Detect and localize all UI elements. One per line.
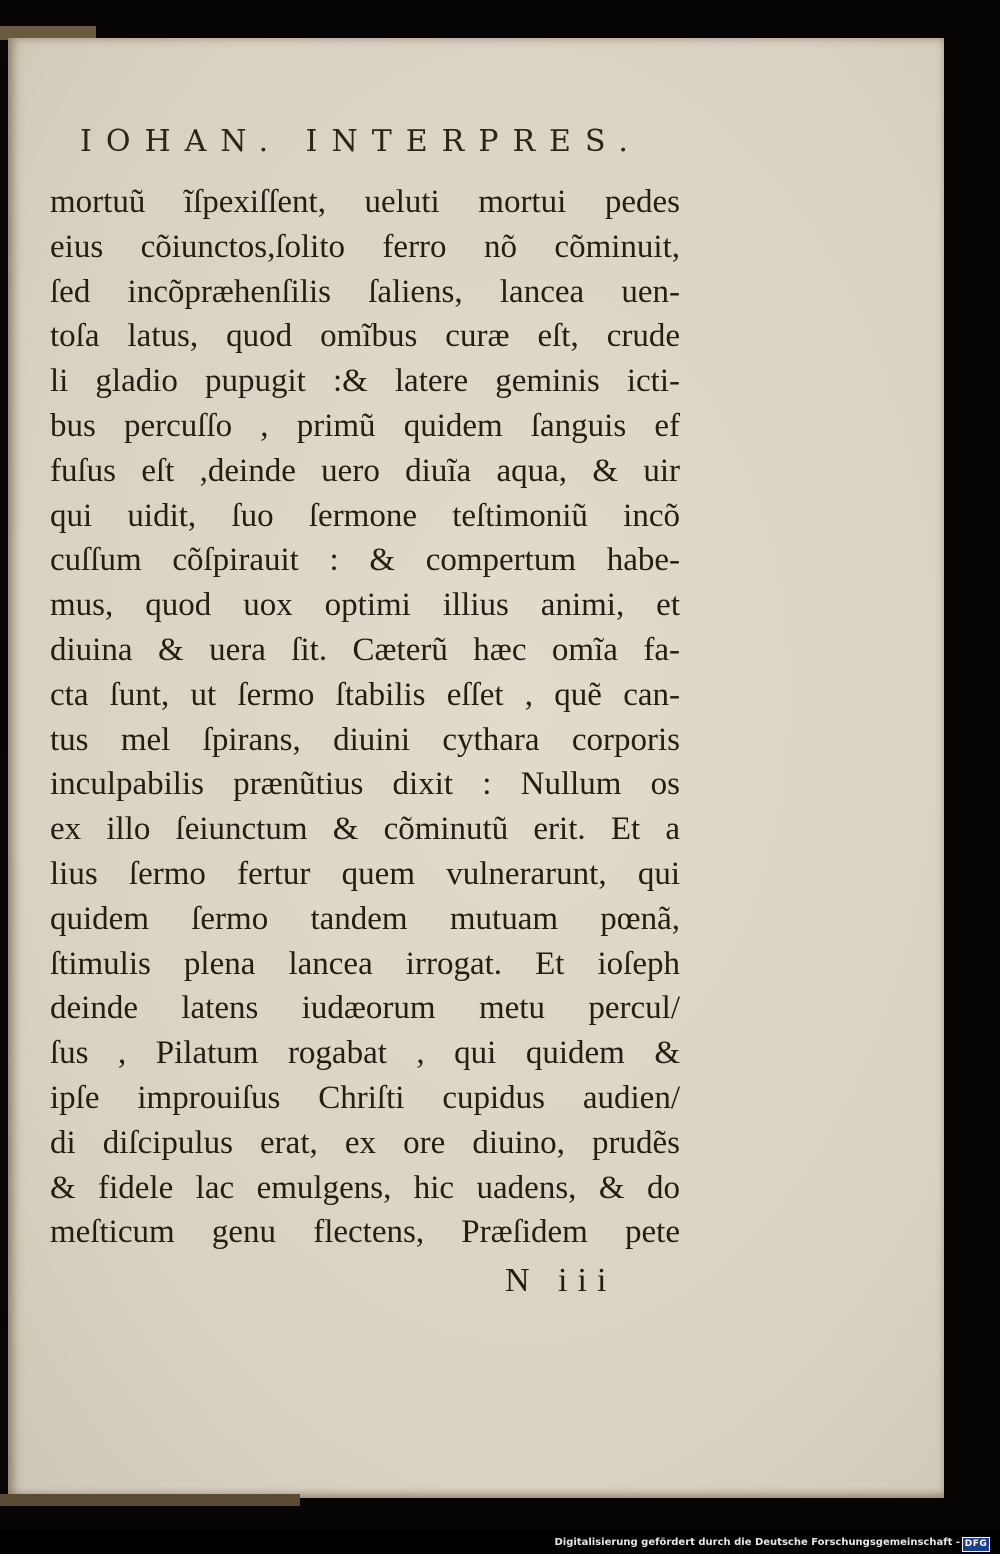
text-line: eius cõiunctos,ſolito ferro nõ cõminuit,	[50, 228, 680, 265]
page-text-body	[50, 180, 680, 1255]
text-line: mortuũ ĩſpexiſſent, ueluti mortui pedes	[50, 184, 680, 220]
text-line: & fidele lac emulgens, hic uadens, & do	[50, 1169, 680, 1206]
text-line: bus percuſſo , primũ quidem ſanguis ef	[50, 407, 680, 444]
text-line: cta ſunt, ut ſermo ſtabilis eſſet , quẽ can-	[50, 676, 680, 713]
text-line: meſticum genu flectens, Præſidem pete	[50, 1214, 680, 1251]
text-line: ſtimulis plena lancea irrogat. Et ioſeph	[50, 945, 680, 982]
text-line: li gladio pupugit :& latere geminis icti-	[50, 363, 680, 400]
text-line: deinde latens iudæorum metu percul/	[50, 990, 680, 1027]
text-line: ex illo ſeiunctum & cõminutũ erit. Et a	[50, 811, 680, 848]
text-line: lius ſermo fertur quem vulnerarunt, qui	[50, 855, 680, 892]
text-line: ſus , Pilatum rogabat , qui quidem &	[50, 1035, 680, 1072]
text-line: ſed incõpræhenſilis ſaliens, lancea uen-	[50, 273, 680, 310]
dfg-logo: DFG	[962, 1537, 990, 1552]
text-line: ipſe improuiſus Chriſti cupidus audien/	[50, 1079, 680, 1116]
running-head: IOHAN. INTERPRES.	[80, 124, 642, 159]
text-line: quidem ſermo tandem mutuam pœnã,	[50, 900, 680, 937]
text-line: cuſſum cõſpirauit : & compertum habe-	[50, 542, 680, 579]
text-line: diuina & uera ſit. Cæterũ hæc omĩa fa-	[50, 631, 680, 668]
page-edge-bottom	[0, 1494, 300, 1506]
text-line: mus, quod uox optimi illius animi, et	[50, 587, 680, 624]
text-line: fuſus eſt ,deinde uero diuĩa aqua, & uir	[50, 452, 680, 489]
text-line: qui uidit, ſuo ſermone teſtimoniũ incõ	[50, 497, 680, 534]
text-line: toſa latus, quod omĩbus curæ eſt, crude	[50, 318, 680, 355]
signature-mark: N iii	[505, 1262, 617, 1299]
text-line: di diſcipulus erat, ex ore diuino, prudẽs	[50, 1124, 680, 1161]
digitization-credit: Digitalisierung gefördert durch die Deutsche Forschungsgemeinschaft -	[554, 1537, 960, 1548]
text-line: inculpabilis prænũtius dixit : Nullum os	[50, 766, 680, 803]
text-line: tus mel ſpirans, diuini cythara corporis	[50, 721, 680, 758]
